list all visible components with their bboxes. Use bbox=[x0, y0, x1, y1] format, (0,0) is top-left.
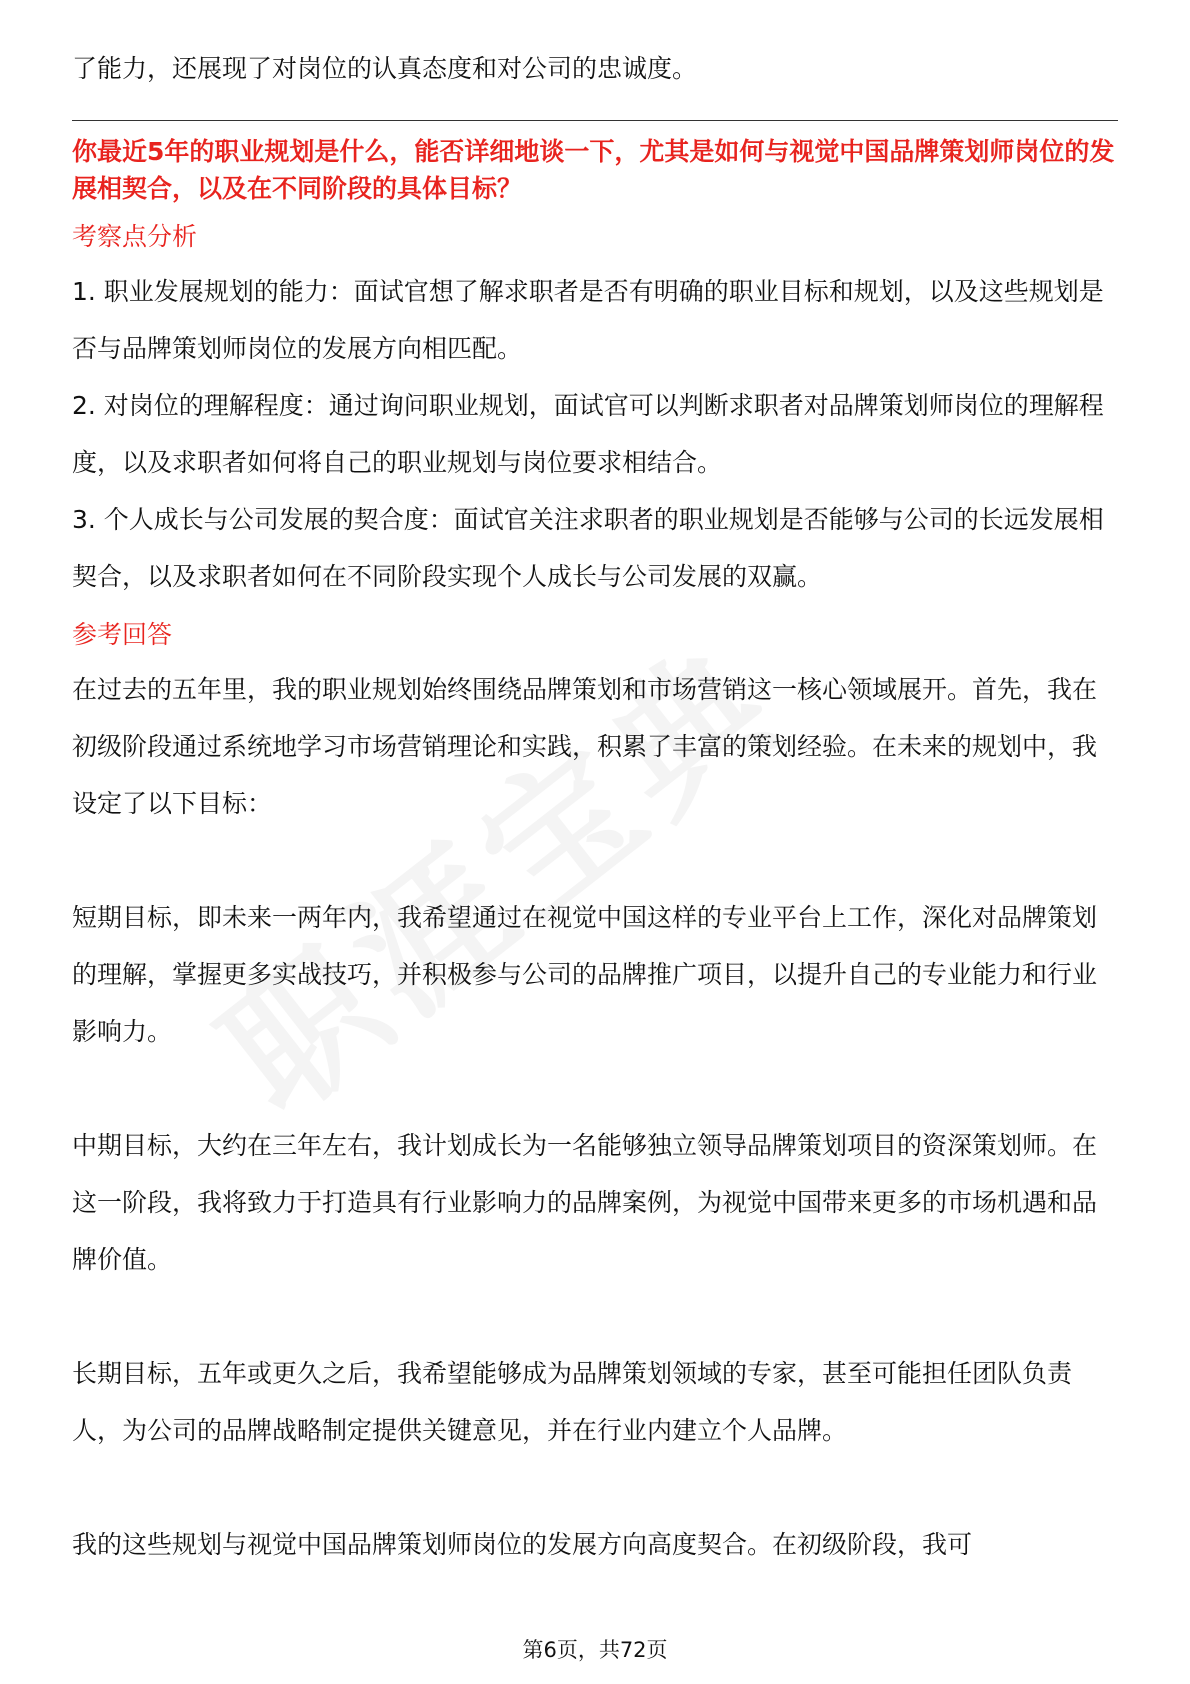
paragraph-gap bbox=[72, 832, 1118, 889]
page-footer: 第6页，共72页 bbox=[522, 1638, 668, 1662]
answer-paragraph: 我的这些规划与视觉中国品牌策划师岗位的发展方向高度契合。在初级阶段，我可 bbox=[72, 1530, 973, 1559]
question-heading: 你最近5年的职业规划是什么，能否详细地谈一下，尤其是如何与视觉中国品牌策划师岗位的发展相契合，以及在不同阶段的具体目标？ bbox=[72, 137, 1115, 203]
answer-title: 参考回答 bbox=[72, 620, 173, 649]
analysis-title: 考察点分析 bbox=[72, 222, 198, 251]
analysis-item: 2. 对岗位的理解程度：通过询问职业规划，面试官可以判断求职者对品牌策划师岗位的理解程度，以及求职者如何将自己的职业规划与岗位要求相结合。 bbox=[72, 391, 1104, 477]
answer-paragraph: 中期目标，大约在三年左右，我计划成长为一名能够独立领导品牌策划项目的资深策划师。在这一阶段，我将致力于打造具有行业影响力的品牌案例，为视觉中国带来更多的市场机遇和品牌价值。 bbox=[72, 1131, 1098, 1274]
intro-tail-text: 了能力，还展现了对岗位的认真态度和对公司的忠诚度。 bbox=[72, 54, 698, 83]
answer-paragraph: 在过去的五年里，我的职业规划始终围绕品牌策划和市场营销这一核心领域展开。首先，我在初级阶段通过系统地学习市场营销理论和实践，积累了丰富的策划经验。在未来的规划中，我设定了以下目标： bbox=[72, 675, 1098, 818]
answer-paragraph: 长期目标，五年或更久之后，我希望能够成为品牌策划领域的专家，甚至可能担任团队负责人，为公司的品牌战略制定提供关键意见，并在行业内建立个人品牌。 bbox=[72, 1359, 1073, 1445]
answer-paragraph: 短期目标，即未来一两年内，我希望通过在视觉中国这样的专业平台上工作，深化对品牌策划的理解，掌握更多实战技巧，并积极参与公司的品牌推广项目，以提升自己的专业能力和行业影响力。 bbox=[72, 903, 1098, 1046]
paragraph-gap bbox=[72, 1459, 1118, 1516]
paragraph-gap bbox=[72, 1288, 1118, 1345]
divider bbox=[72, 120, 1118, 121]
document-page bbox=[72, 40, 1118, 1573]
paragraph-gap bbox=[72, 1060, 1118, 1117]
analysis-item: 3. 个人成长与公司发展的契合度：面试官关注求职者的职业规划是否能够与公司的长远发展相契合，以及求职者如何在不同阶段实现个人成长与公司发展的双赢。 bbox=[72, 505, 1104, 591]
analysis-item: 1. 职业发展规划的能力：面试官想了解求职者是否有明确的职业目标和规划，以及这些规划是否与品牌策划师岗位的发展方向相匹配。 bbox=[72, 277, 1104, 363]
